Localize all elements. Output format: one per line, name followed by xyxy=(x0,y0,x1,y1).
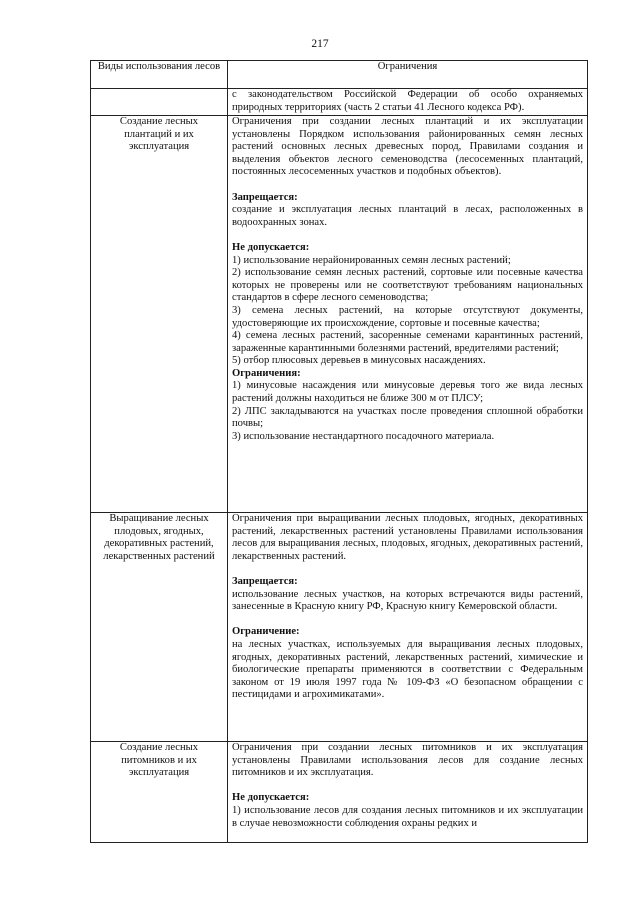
list-item: 2) использование семян лесных растений, сортовые или посевные качества которых не проверены или не соответствуют требованиям национальных стандартов в сфере лесного семеноводства; xyxy=(232,267,583,304)
restriction-text: на лесных участках, используемых для выращивания лесных плодовых, ягодных, декоративных растений, лекарственных растений, химические и биологические препараты применяются в соответствии с Федеральным законом от 19 июля 1997 года № 109-ФЗ «О безопасном обращении с пестицидами и агрохимикатами». xyxy=(232,638,583,701)
not-allowed-text: 1) использование лесов для создания лесных питомников и их эксплуатации в случае невозможности соблюдения охраны редких и xyxy=(232,804,583,829)
intro-text: Ограничения при создании лесных питомников и их эксплуатация установлены Правилами использования лесов для создание лесных питомников и их эксплуатация. xyxy=(232,742,583,779)
table-row xyxy=(91,116,588,513)
use-forest-plantations: Создание лесных плантаций и их эксплуатация xyxy=(91,116,228,513)
header-restrictions: Ограничения xyxy=(228,61,588,89)
restrictions-forest-nurseries xyxy=(228,742,588,843)
restrictions-heading: Ограничения: xyxy=(232,367,301,379)
not-allowed-heading: Не допускается: xyxy=(232,792,310,804)
table-row xyxy=(91,89,588,116)
prohibited-heading: Запрещается: xyxy=(232,191,298,203)
restrictions-table xyxy=(90,60,588,843)
prohibited-heading: Запрещается: xyxy=(232,575,298,587)
intro-text: Ограничения при выращивании лесных плодовых, ягодных, декоративных растений, лекарственных растений установлены Правилами использования лесов для выращивания лесных, плодовых, ягодных, декоративных растений, лекарственных растений. xyxy=(232,513,583,562)
list-item: 1) минусовые насаждения или минусовые деревья того же вида лесных растений должны находиться не ближе 300 м от ПЛСУ; xyxy=(232,380,583,405)
restriction-heading: Ограничение: xyxy=(232,626,300,638)
list-item: 3) семена лесных растений, на которые отсутствуют документы, удостоверяющие их происхождение, сортовые и посевные качества; xyxy=(232,304,583,329)
list-item: 2) ЛПС закладываются на участках после проведения сплошной обработки почвы; xyxy=(232,405,583,430)
intro-text: Ограничения при создании лесных плантаций и их эксплуатации установлены Порядком использования районированных семян лесных растений основных лесных древесных пород, Правилами создания и выделения объектов лесного семеноводства (лесосеменных плантаций, постоянных лесосеменных участков и подобных объектов). xyxy=(232,116,583,178)
restrictions-growing-plants xyxy=(228,513,588,742)
table-header-row xyxy=(91,61,588,89)
header-forest-use-types: Виды использования лесов xyxy=(91,61,228,89)
list-item: 5) отбор плюсовых деревьев в минусовых насаждениях. xyxy=(232,355,486,367)
use-forest-nurseries: Создание лесных питомников и их эксплуатация xyxy=(91,742,228,843)
restrictions-forest-plantations xyxy=(228,116,588,513)
page-number: 217 xyxy=(311,38,329,50)
prohibited-text: создание и эксплуатация лесных плантаций в лесах, расположенных в водоохранных зонах. xyxy=(232,204,583,228)
list-item: 1) использование нерайонированных семян лесных растений; xyxy=(232,254,511,266)
continuation-text: с законодательством Российской Федерации об особо охраняемых природных территориях (часть 2 статьи 41 Лесного кодекса РФ). xyxy=(228,89,588,116)
not-allowed-heading: Не допускается: xyxy=(232,241,310,253)
prohibited-text: использование лесных участков, на которых встречаются виды растений, занесенные в Красную книгу РФ, Красную книгу Кемеровской области. xyxy=(232,588,583,613)
use-cell-empty xyxy=(91,89,228,116)
table-row xyxy=(91,742,588,843)
use-growing-plants: Выращивание лесных плодовых, ягодных, декоративных растений, лекарственных растений xyxy=(91,513,228,742)
list-item: 3) использование нестандартного посадочного материала. xyxy=(232,430,495,442)
list-item: 4) семена лесных растений, засоренные семенами карантинных растений, зараженные карантинными болезнями растений, вредителями растений; xyxy=(232,330,583,354)
table-row xyxy=(91,513,588,742)
